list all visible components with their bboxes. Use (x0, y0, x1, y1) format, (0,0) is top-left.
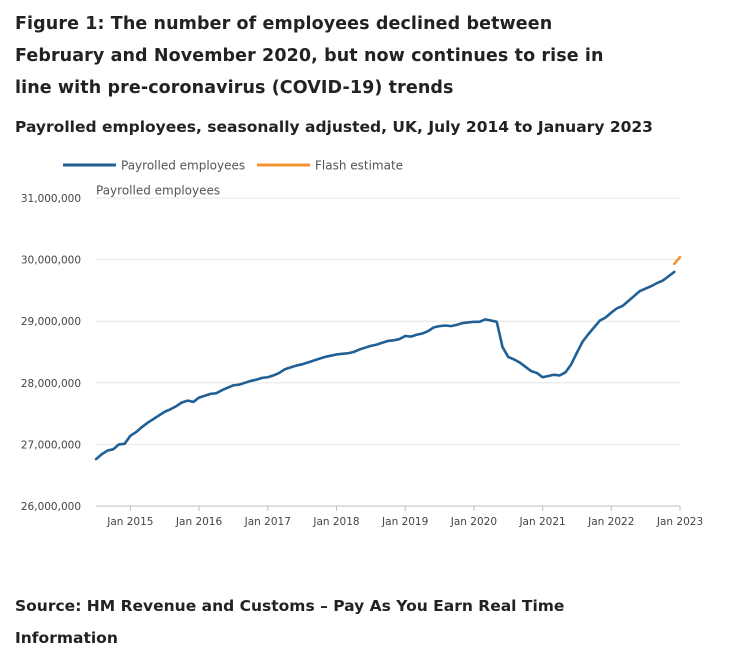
chart-source: Source: HM Revenue and Customs – Pay As You Earn Real Time Information (15, 597, 565, 647)
y-tick-label: 31,000,000 (20, 193, 81, 205)
x-tick-label: Jan 2022 (588, 516, 635, 528)
x-tick-label: Jan 2015 (107, 516, 154, 528)
y-tick-label: 27,000,000 (20, 439, 81, 452)
x-tick-label: Jan 2019 (382, 516, 429, 528)
y-tick-label: 29,000,000 (20, 316, 81, 329)
chart-title: Figure 1: The number of employees declined between February and November 2020, but now continues to rise in line with pre-coronavirus (COVID-19) trends (15, 14, 604, 98)
y-tick-label: 28,000,000 (20, 377, 81, 390)
y-tick-label: 30,000,000 (20, 254, 81, 267)
legend (63, 159, 403, 173)
y-axis (21, 193, 81, 513)
series-line-payrolled-employees (96, 272, 674, 459)
x-tick-label: Jan 2017 (244, 516, 291, 528)
x-axis (106, 506, 703, 528)
x-tick-label: Jan 2016 (175, 516, 223, 528)
legend-label-flash: Flash estimate (315, 158, 404, 173)
chart-subtitle: Payrolled employees, seasonally adjusted, UK, July 2014 to January 2023 (15, 118, 653, 136)
y-tick-label: 26,000,000 (20, 501, 81, 513)
legend-label-payrolled: Payrolled employees (121, 158, 246, 173)
series-lines (96, 257, 680, 459)
x-tick-label: Jan 2020 (450, 516, 498, 528)
x-tick-label: Jan 2023 (656, 516, 704, 528)
gridlines (96, 198, 680, 506)
x-tick-label: Jan 2018 (313, 516, 360, 528)
y-axis-label: Payrolled employees (96, 183, 221, 198)
x-tick-label: Jan 2021 (519, 516, 566, 528)
series-line-flash-estimate (674, 257, 680, 264)
